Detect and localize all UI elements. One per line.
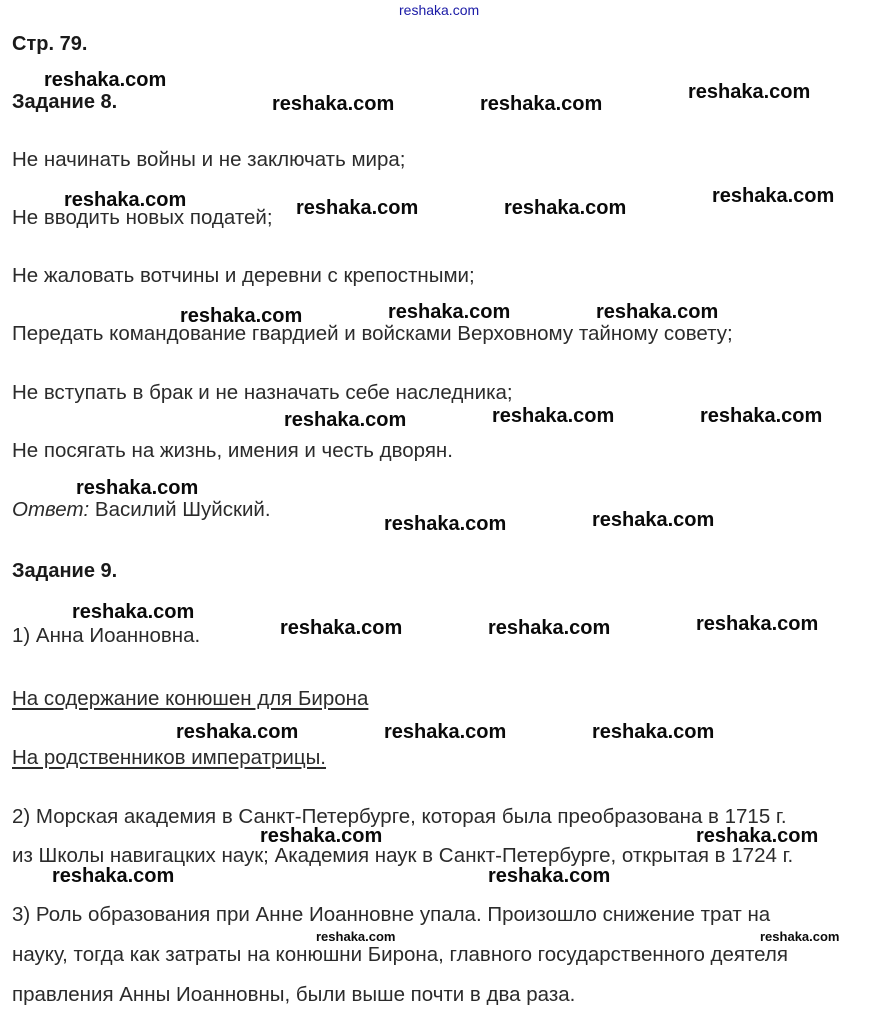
watermark: reshaka.com <box>688 81 811 103</box>
watermark: reshaka.com <box>712 185 835 207</box>
watermark: reshaka.com <box>72 601 195 623</box>
watermark: reshaka.com <box>64 189 187 211</box>
task-8-line-6: Не посягать на жизнь, имения и честь дворян. <box>12 439 453 462</box>
watermark: reshaka.com <box>52 865 175 887</box>
task-8-line-1: Не начинать войны и не заключать мира; <box>12 148 406 171</box>
watermark: reshaka.com <box>388 301 511 323</box>
watermark: reshaka.com <box>260 825 383 847</box>
watermark: reshaka.com <box>488 617 611 639</box>
watermark: reshaka.com <box>700 405 823 427</box>
answer-label: Ответ: <box>12 498 90 521</box>
watermark: reshaka.com <box>480 93 603 115</box>
task-9-title: Задание 9. <box>12 560 118 582</box>
watermark-small: reshaka.com <box>760 929 840 944</box>
task-9-underlined-1: На содержание конюшен для Бирона <box>12 687 369 710</box>
task-8-title: Задание 8. <box>12 91 118 113</box>
watermark: reshaka.com <box>272 93 395 115</box>
watermark: reshaka.com <box>596 301 719 323</box>
watermark: reshaka.com <box>384 513 507 535</box>
task-8-line-4: Передать командование гвардией и войсками Верховному тайному совету; <box>12 322 733 345</box>
watermark: reshaka.com <box>180 305 303 327</box>
task-9-underlined-2: На родственников императрицы. <box>12 746 327 769</box>
task-9-item-1: 1) Анна Иоанновна. <box>12 624 201 647</box>
watermark: reshaka.com <box>284 409 407 431</box>
watermark: reshaka.com <box>176 721 299 743</box>
task-9-item-3-line-3: правления Анны Иоанновны, были выше почти в два раза. <box>12 983 576 1006</box>
task-8-line-2: Не вводить новых податей; <box>12 206 273 229</box>
task-9-item-3-line-2: науку, тогда как затраты на конюшни Бирона, главного государственного деятеля <box>12 943 788 966</box>
watermark: reshaka.com <box>492 405 615 427</box>
watermark: reshaka.com <box>76 477 199 499</box>
task-8-answer <box>12 500 271 521</box>
watermark: reshaka.com <box>592 509 715 531</box>
watermark: reshaka.com <box>696 825 819 847</box>
task-8-line-3: Не жаловать вотчины и деревни с крепостными; <box>12 264 475 287</box>
watermark-top: reshaka.com <box>399 2 480 18</box>
watermark: reshaka.com <box>592 721 715 743</box>
watermark-small: reshaka.com <box>316 929 396 944</box>
watermark: reshaka.com <box>44 69 167 91</box>
watermark: reshaka.com <box>296 197 419 219</box>
watermark: reshaka.com <box>384 721 507 743</box>
task-9-item-2-line-1: 2) Морская академия в Санкт-Петербурге, которая была преобразована в 1715 г. <box>12 805 787 828</box>
answer-value: Василий Шуйский. <box>94 498 271 521</box>
watermark: reshaka.com <box>280 617 403 639</box>
watermark: reshaka.com <box>488 865 611 887</box>
task-9-item-3-line-1: 3) Роль образования при Анне Иоанновне упала. Произошло снижение трат на <box>12 903 771 926</box>
watermark: reshaka.com <box>696 613 819 635</box>
task-9-item-2-line-2: из Школы навигацких наук; Академия наук в Санкт-Петербурге, открытая в 1724 г. <box>12 844 794 867</box>
page-reference: Стр. 79. <box>12 33 88 55</box>
task-8-line-5: Не вступать в брак и не назначать себе наследника; <box>12 381 513 404</box>
watermark: reshaka.com <box>504 197 627 219</box>
